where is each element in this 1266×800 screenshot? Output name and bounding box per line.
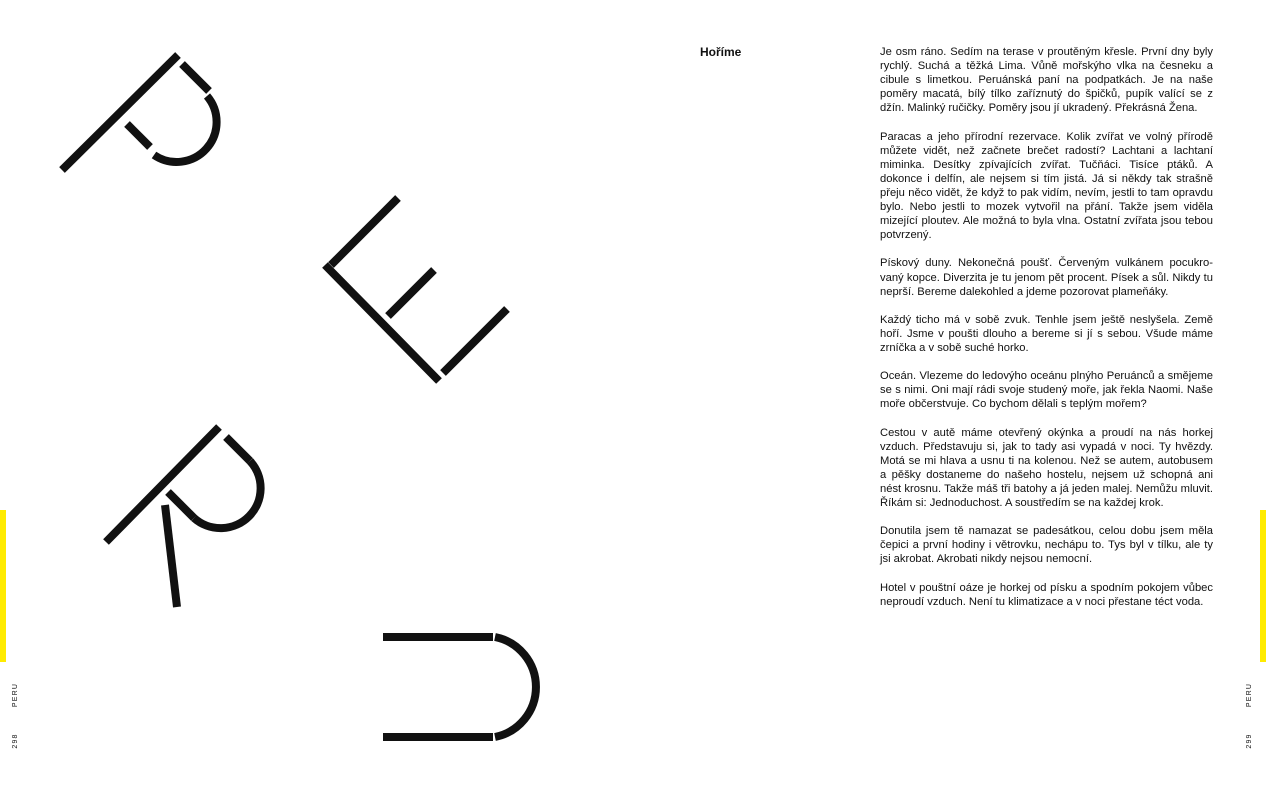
letter-r [106,427,261,607]
letter-p-lower-bar [127,124,150,147]
letter-p-bowl [154,96,217,162]
body-text-column [880,45,1213,623]
right-edge-accent-bar [1260,510,1266,662]
letter-r-bowl [194,461,261,528]
letter-e-bottom-arm [443,309,507,373]
paragraph: Každý ticho má v sobě zvuk. Tenhle jsem ještě neslyšela. Země hoří. Jsme v poušti dlouho a bereme si jí s sebou. Všude máme zrníčka a v sobě suché horko. [880,313,1213,354]
right-running-head: PERU [1246,682,1253,708]
paragraph: Oceán. Vlezeme do ledovýho oceánu plnýho Peruánců a smějeme se s nimi. Oni mají rádi svoje studený moře, jak řekla Naomi. Naše moře občerstvuje. Co bychom dělali s teplým mořem? [880,370,1213,411]
left-edge-accent-bar [0,510,6,662]
right-page-number: 299 [1246,733,1253,749]
letter-u-curve [495,637,536,737]
paragraph: Hotel v pouštní oáze je horkej od písku a spodním pokojem vůbec neproudí vzduch. Není tu klimatizace a v noci přestane téct voda. [880,581,1213,608]
paragraph: Donutila jsem tě namazat se padesátkou, celou dobu jsem měla čepici a první hodiny i větrovku, nechápu to. Tys byl v tílku, ale ty jsi akrobat. Akrobati nikdy nejsou nemocní. [880,525,1213,566]
letter-r-leg [165,505,177,607]
left-page-number: 298 [12,733,19,749]
chapter-title: Hoříme [700,45,742,59]
letter-p-top-bar [182,64,209,91]
paragraph: Je osm ráno. Sedím na terase v proutěným křesle. První dny byly rychlý. Suchá a těžká Lima. Vůně mořskýho vlka na česneku a cibule s limetkou. Peruánská paní na podpatkách. Je na naše poměry macatá, bílý tílko zaříznutý do špičků, pupík valící se z džín. Malinký ručičky. Poměry jsou jí ukradený. Překrásná Žena. [880,46,1213,115]
letter-u [383,637,536,737]
left-running-head: PERU [12,682,19,708]
letter-p-stem [62,55,178,170]
letter-r-top-bar [226,437,250,461]
letter-r-lower-bar [168,492,194,518]
letter-p [62,55,217,170]
letter-e-middle-arm [388,270,434,316]
paragraph: Cestou v autě máme otevřený okýnka a proudí na nás horkej vzduch. Představuju si, jak to tady asi vypadá v noci. Ty hvězdy. Motá se mi hlava a usnu ti na kolenou. Než se autem, autobusem a pěšky dostaneme do našeho hostelu, nejsem už schopná ani nést krosnu. Takže máš tři batohy a já jeden malej. Nemůžu mluvit. Říkám si: Jednoduchost. A soustředím se na každej krok. [880,426,1213,509]
paragraph: Paracas a jeho přírodní rezervace. Kolik zvířat ve volný přírodě můžete vidět, než začnete brečet radostí? Lachtani a lachtaní miminka. Desítky zpívajících zvířat. Tučňáci. Tisíce ptáků. A dokonce i delfín, ale nejsem si tím jistá. Já si někdy tak strašně přeju něco vidět, že když to pak vidím, nevím, jestli to tam opravdu bylo. Nebo jestli to mozek vytvořil na přání. Takže jsem viděla mizející ploutev. Ale možná to byla vlna. Ostatní zvířata jsou tebou potvrzený. [880,130,1213,242]
paragraph: Pískový duny. Nekonečná poušť. Červeným vulkánem pocukrovaný kopce. Diverzita je tu jenom pět procent. Písek a sůl. Nikdy tu neprší. Bereme dalekohled a jdeme pozorovat plameňáky. [880,257,1213,298]
letter-e [325,198,507,381]
letter-e-top-arm [331,198,398,265]
